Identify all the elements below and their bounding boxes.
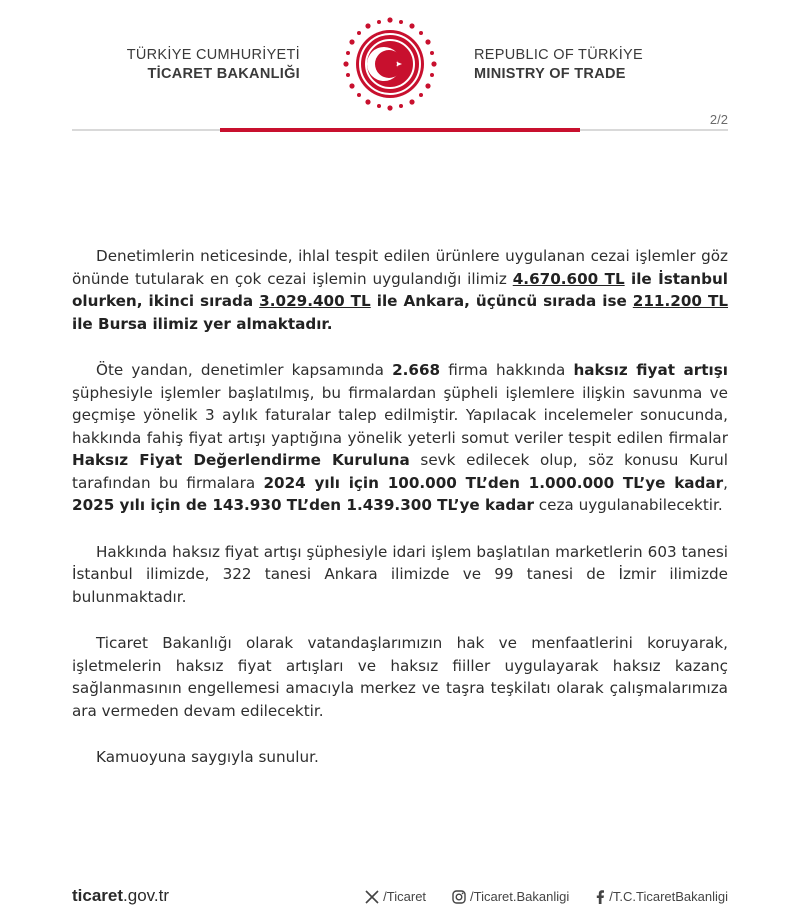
website-link[interactable] bbox=[72, 886, 169, 906]
p1-amount-bursa: 211.200 TL bbox=[632, 292, 729, 310]
x-link[interactable] bbox=[365, 889, 426, 904]
p2-text-4: sevk edilecek olup, söz konusu Kurul tarafından bu firmalara bbox=[72, 451, 728, 492]
social-links bbox=[365, 889, 728, 904]
header-right-line1: REPUBLIC OF TÜRKİYE bbox=[474, 47, 643, 63]
paragraph-1 bbox=[72, 245, 728, 335]
paragraph-5: Kamuoyuna saygıyla sunulur. bbox=[96, 748, 319, 766]
press-release-body bbox=[72, 245, 728, 793]
p2-text-3: şüphesiyle işlemler başlatılmış, bu firmalardan şüpheli işlemlere ilişkin savunma ve geçmişe yönelik 3 aylık faturalar talep edilmiştir. Yapılacak incelemeler sonucunda, hakkında fahiş fiyat artışı yaptığına yönelik yeterli somut veriler tespit edilen firmalar bbox=[72, 383, 728, 447]
paragraph-4: Ticaret Bakanlığı olarak vatandaşlarımızın hak ve menfaatlerini koruyarak, işletmelerin haksız fiyat artışları ve haksız fiiller uygulayarak haksız kazanç sağlanmasının engellemesi amacıyla merkez ve taşra teşkilatı olarak çalışmalarımıza ara vermeden devam edilecektir. bbox=[72, 634, 728, 720]
instagram-handle: /Ticaret.Bakanligi bbox=[470, 889, 570, 904]
paragraph-2 bbox=[72, 359, 728, 517]
facebook-icon bbox=[595, 890, 605, 904]
header-right bbox=[474, 46, 643, 84]
paragraph-3: Hakkında haksız fiyat artışı şüphesiyle idari işlem başlatılan marketlerin 603 tanesi İstanbul ilimizde, 322 tanesi Ankara ilimizde ve 99 tanesi de İzmir ilimizde bulunmaktadır. bbox=[72, 542, 728, 606]
facebook-handle: /T.C.TicaretBakanligi bbox=[609, 889, 728, 904]
instagram-link[interactable] bbox=[452, 889, 569, 904]
ministry-emblem-icon bbox=[340, 14, 440, 114]
header-left bbox=[127, 46, 300, 84]
p1-text-bursa: ile Bursa ilimiz yer almaktadır. bbox=[72, 314, 333, 333]
p1-text: Denetimlerin neticesinde, ihlal tespit edilen ürünlere uygulanan cezai işlemler göz önünde tutularak en çok cezai işlemin uygulandığı ilimiz bbox=[72, 247, 728, 288]
p1-amount-istanbul: 4.670.600 TL bbox=[512, 269, 625, 288]
p2-text-6: ceza uygulanabilecektir. bbox=[533, 496, 723, 514]
p2-text-5: , bbox=[723, 473, 728, 492]
p2-bold-price-increase: haksız fiyat artışı bbox=[573, 361, 728, 379]
p1-text-istanbul: ile İstanbul olurken, ikinci sırada bbox=[72, 269, 728, 310]
x-handle: /Ticaret bbox=[383, 889, 427, 904]
p2-bold-fine-2024: 2024 yılı için 100.000 TL’den 1.000.000 TL’ye kadar bbox=[263, 473, 724, 492]
instagram-icon bbox=[452, 890, 466, 904]
p2-text-1: Öte yandan, denetimler kapsamında bbox=[96, 361, 393, 379]
footer bbox=[72, 886, 728, 910]
p2-bold-board: Haksız Fiyat Değerlendirme Kuruluna bbox=[72, 451, 410, 469]
p2-bold-fine-2025: 2025 yılı için de 143.930 TL’den 1.439.300 TL’ye kadar bbox=[72, 496, 534, 514]
x-logo-icon bbox=[365, 890, 379, 904]
page-number: 2/2 bbox=[709, 112, 728, 127]
p1-amount-ankara: 3.029.400 TL bbox=[259, 292, 371, 310]
header-left-line2: TİCARET BAKANLIĞI bbox=[147, 66, 300, 82]
p1-text-ankara: ile Ankara, üçüncü sırada ise bbox=[370, 292, 633, 310]
p2-text-2: firma hakkında bbox=[440, 361, 574, 379]
p2-firm-count: 2.668 bbox=[392, 361, 441, 379]
header-right-line2: MINISTRY OF TRADE bbox=[474, 66, 626, 82]
facebook-link[interactable] bbox=[595, 889, 728, 904]
website-bold: ticaret bbox=[72, 886, 124, 905]
header-divider-accent bbox=[220, 128, 580, 132]
website-domain: .gov.tr bbox=[123, 886, 170, 905]
header-left-line1: TÜRKİYE CUMHURİYETİ bbox=[126, 47, 300, 63]
